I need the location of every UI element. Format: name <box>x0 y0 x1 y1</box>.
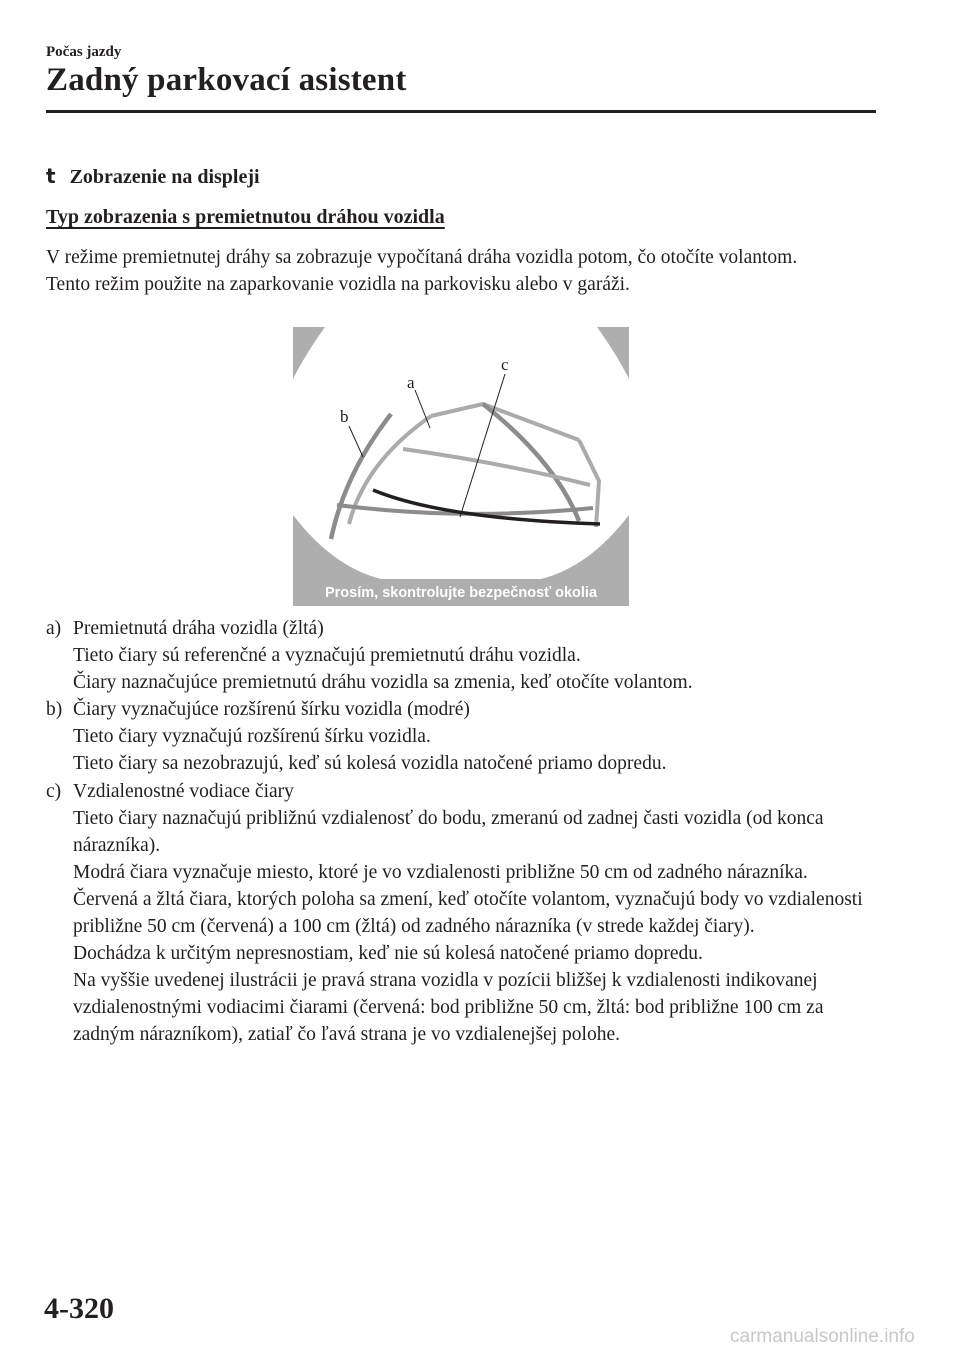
camera-figure-svg <box>293 327 629 606</box>
caption-text: Prosím, skontrolujte bezpečnosť okolia <box>324 585 598 601</box>
item-title: Vzdialenostné vodiace čiary <box>73 780 294 802</box>
page-title: Zadný parkovací asistent <box>46 62 407 98</box>
intro-line: Tento režim použite na zaparkovanie vozidla na parkovisku alebo v garáži. <box>46 274 630 295</box>
item-letter: a) <box>46 618 62 639</box>
figure-screen <box>293 327 629 579</box>
label-c: c <box>501 355 509 374</box>
camera-figure <box>293 327 629 606</box>
page-number: 4-320 <box>44 1292 114 1325</box>
section-label: Počas jazdy <box>46 44 122 60</box>
item-content <box>73 696 886 777</box>
list-item <box>46 615 886 696</box>
list-item <box>46 778 886 1049</box>
item-line: Červená a žltá čiara, ktorých poloha sa zmení, keď otočíte volantom, vyznačujú body vo vzdialenosti približne 50 cm (červená) a 100 cm (žltá) od zadného nárazníka (v strede každej čiary). <box>73 888 863 938</box>
label-b: b <box>340 407 349 426</box>
subheading <box>46 164 260 189</box>
intro <box>46 244 876 298</box>
label-a: a <box>407 373 415 392</box>
item-title: Premietnutá dráha vozidla (žltá) <box>73 618 324 639</box>
item-line: Čiary naznačujúce premietnutú dráhu vozidla sa zmenia, keď otočíte volantom. <box>73 672 693 694</box>
title-rule <box>46 110 876 113</box>
item-content <box>73 778 886 1049</box>
item-content <box>73 615 886 696</box>
item-title: Čiary vyznačujúce rozšírenú šírku vozidla (modré) <box>73 699 470 721</box>
definition-list <box>46 615 886 1049</box>
list-item <box>46 696 886 777</box>
item-letter: c) <box>46 780 62 802</box>
watermark: carmanualsonline.info <box>730 1326 915 1347</box>
subheading-text: Zobrazenie na displeji <box>69 166 260 188</box>
item-line: Tieto čiary sa nezobrazujú, keď sú kolesá vozidla natočené priamo dopredu. <box>73 753 667 775</box>
item-line: Dochádza k určitým nepresnostiam, keď nie sú kolesá natočené priamo dopredu. <box>73 943 703 965</box>
item-line: Modrá čiara vyznačuje miesto, ktoré je vo vzdialenosti približne 50 cm od zadného nárazníka. <box>73 861 808 883</box>
type-heading: Typ zobrazenia s premietnutou dráhou vozidla <box>46 206 445 228</box>
item-line: Tieto čiary naznačujú približnú vzdialenosť do bodu, zmeranú od zadnej časti vozidla (od konca nárazníka). <box>73 807 824 856</box>
item-letter: b) <box>46 699 63 721</box>
intro-line: V režime premietnutej dráhy sa zobrazuje vypočítaná dráha vozidla potom, čo otočíte volantom. <box>46 247 798 268</box>
item-line: Na vyššie uvedenej ilustrácii je pravá strana vozidla v pozícii bližšej k vzdialenosti indikovanej vzdialenostnými vodiacimi čiarami (červená: bod približne 50 cm, žltá: bod približne 100 cm za zadným nárazníkom), zatiaľ čo ľavá strana je vo vzdialenejšej polohe. <box>73 970 824 1046</box>
item-line: Tieto čiary sú referenčné a vyznačujú premietnutú dráhu vozidla. <box>73 645 581 667</box>
item-line: Tieto čiary vyznačujú rozšírenú šírku vozidla. <box>73 726 431 748</box>
bullet-t-icon: t <box>46 164 56 188</box>
